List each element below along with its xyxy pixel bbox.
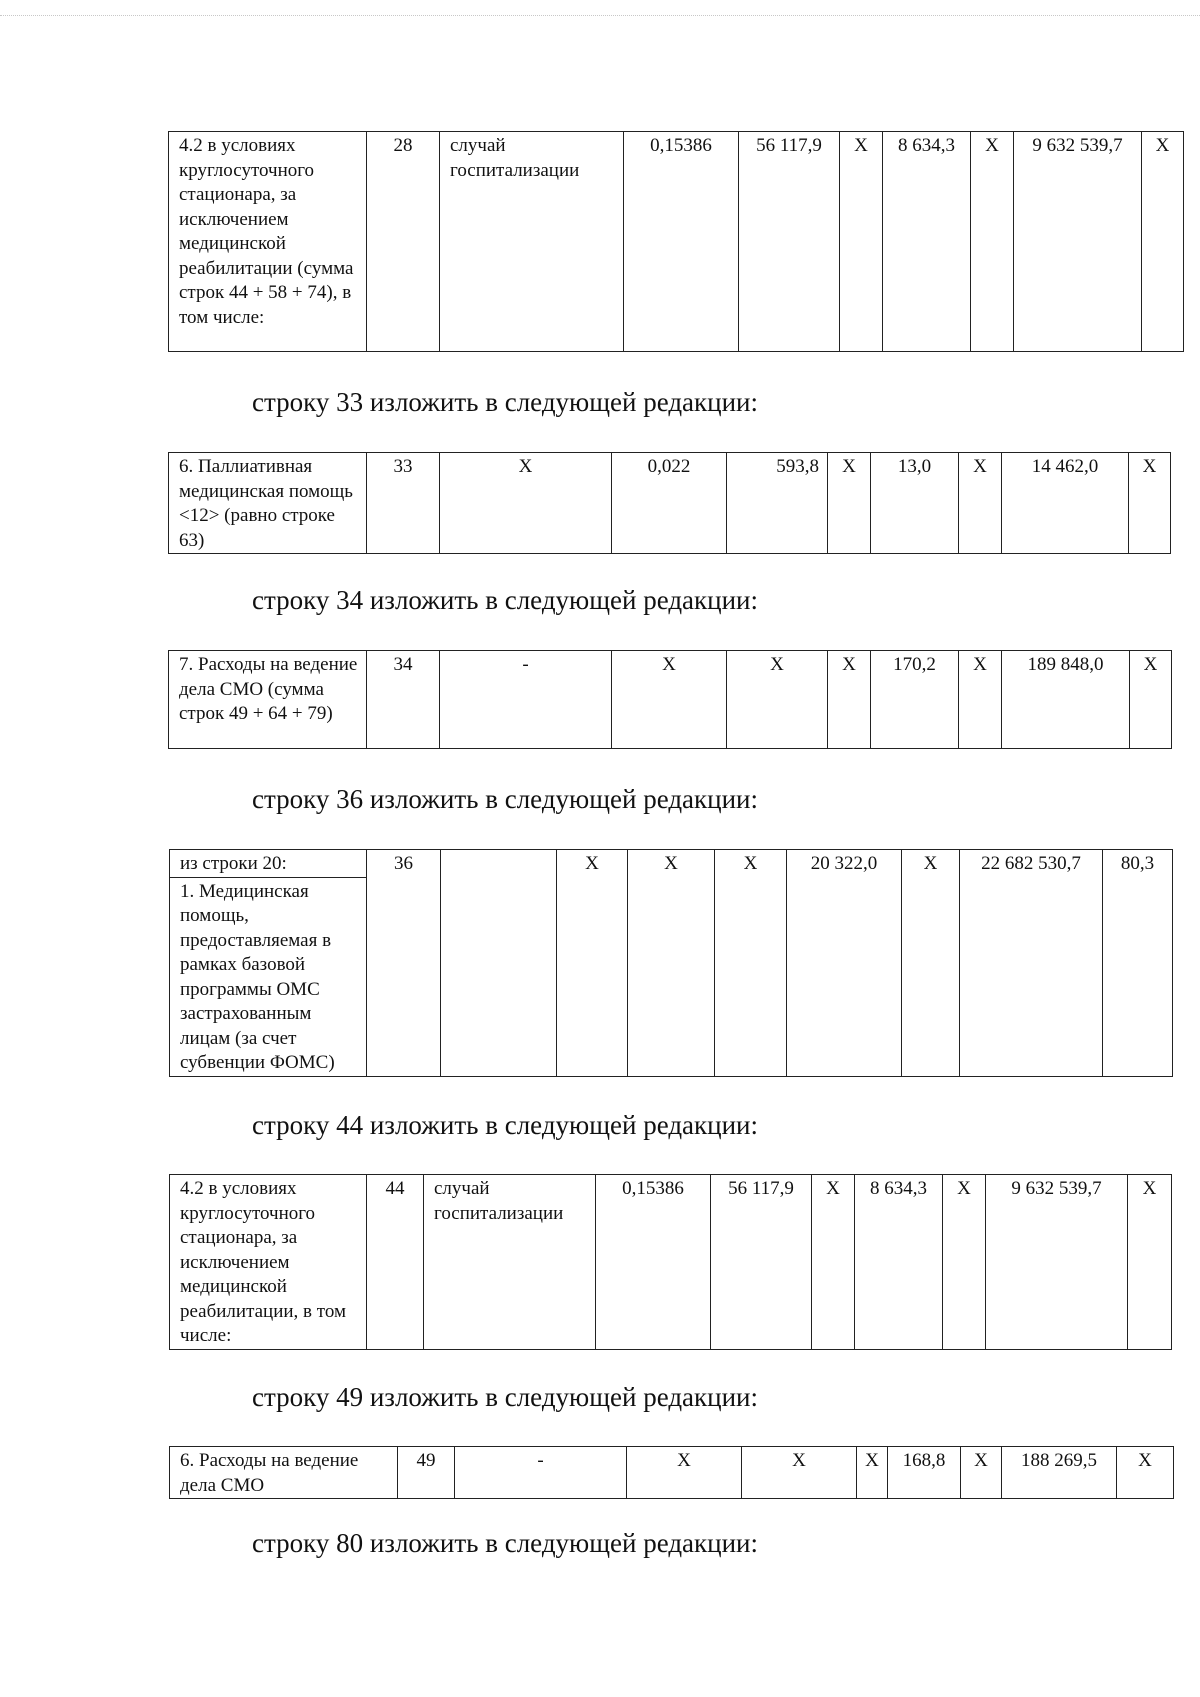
value-cell: X bbox=[627, 1447, 742, 1499]
row-number-cell: 49 bbox=[398, 1447, 455, 1499]
value-cell: X bbox=[959, 453, 1002, 554]
value-cell: 188 269,5 bbox=[1002, 1447, 1117, 1499]
value-cell: 0,15386 bbox=[596, 1175, 711, 1350]
table-row-34 bbox=[168, 650, 1172, 749]
unit-cell: случай госпитализации bbox=[440, 132, 624, 352]
row-number-cell: 33 bbox=[367, 453, 440, 554]
instruction-row-34: строку 34 изложить в следующей редакции: bbox=[252, 585, 759, 615]
row-name-cell: 7. Расходы на ведение дела СМО (сумма строк 49 + 64 + 79) bbox=[169, 651, 367, 749]
value-cell: 168,8 bbox=[888, 1447, 961, 1499]
row-number-cell: 34 bbox=[367, 651, 440, 749]
row-name-cell: 6. Расходы на ведение дела СМО bbox=[170, 1447, 398, 1499]
value-cell: X bbox=[812, 1175, 855, 1350]
row-name-cell: 4.2 в условиях круглосуточного стационара, за исключением медицинской реабилитации, в том числе: bbox=[170, 1175, 367, 1350]
table-row-44 bbox=[169, 1174, 1172, 1350]
value-cell: X bbox=[1117, 1447, 1174, 1499]
value-cell: X bbox=[742, 1447, 857, 1499]
value-cell: X bbox=[902, 850, 960, 1077]
row-name-header-cell: из строки 20: bbox=[170, 850, 367, 878]
value-cell: 9 632 539,7 bbox=[1014, 132, 1142, 352]
value-cell: X bbox=[1128, 1175, 1172, 1350]
value-cell: 80,3 bbox=[1103, 850, 1173, 1077]
row-number-cell: 44 bbox=[367, 1175, 424, 1350]
value-cell: 170,2 bbox=[871, 651, 959, 749]
value-cell: X bbox=[959, 651, 1002, 749]
value-cell: 8 634,3 bbox=[883, 132, 971, 352]
unit-cell: - bbox=[440, 651, 612, 749]
value-cell: 56 117,9 bbox=[739, 132, 840, 352]
table-row-49 bbox=[169, 1446, 1174, 1499]
value-cell: 22 682 530,7 bbox=[960, 850, 1103, 1077]
value-cell: X bbox=[1142, 132, 1184, 352]
value-cell: 189 848,0 bbox=[1002, 651, 1130, 749]
value-cell: 14 462,0 bbox=[1002, 453, 1129, 554]
row-name-cell: 1. Медицинская помощь, предоставляемая в рамках базовой программы ОМС застрахованным лицам (за счет субвенции ФОМС) bbox=[170, 877, 367, 1076]
value-cell: 9 632 539,7 bbox=[986, 1175, 1128, 1350]
table-row-36 bbox=[169, 849, 1173, 1077]
value-cell: X bbox=[943, 1175, 986, 1350]
instruction-row-33: строку 33 изложить в следующей редакции: bbox=[252, 387, 759, 417]
value-cell: X bbox=[1129, 453, 1171, 554]
value-cell: X bbox=[961, 1447, 1002, 1499]
unit-cell bbox=[441, 850, 557, 1077]
value-cell: 0,15386 bbox=[624, 132, 739, 352]
value-cell: 20 322,0 bbox=[787, 850, 902, 1077]
value-cell: X bbox=[628, 850, 715, 1077]
instruction-row-36: строку 36 изложить в следующей редакции: bbox=[252, 784, 759, 814]
value-cell: X bbox=[612, 651, 727, 749]
value-cell: X bbox=[828, 453, 871, 554]
row-name-cell: 4.2 в условиях круглосуточного стационара, за исключением медицинской реабилитации (сумма строк 44 + 58 + 74), в том числе: bbox=[169, 132, 367, 352]
value-cell: 56 117,9 bbox=[711, 1175, 812, 1350]
value-cell: X bbox=[1130, 651, 1172, 749]
value-cell: X bbox=[727, 651, 828, 749]
value-cell: X bbox=[840, 132, 883, 352]
value-cell: 8 634,3 bbox=[855, 1175, 943, 1350]
page-top-border bbox=[0, 15, 1200, 16]
table-row-28 bbox=[168, 131, 1184, 352]
unit-cell: X bbox=[440, 453, 612, 554]
value-cell: X bbox=[557, 850, 628, 1077]
instruction-row-44: строку 44 изложить в следующей редакции: bbox=[252, 1110, 759, 1140]
row-name-cell: 6. Паллиативная медицинская помощь <12> (равно строке 63) bbox=[169, 453, 367, 554]
value-cell: 593,8 bbox=[727, 453, 828, 554]
value-cell: X bbox=[971, 132, 1014, 352]
unit-cell: - bbox=[455, 1447, 627, 1499]
instruction-row-80: строку 80 изложить в следующей редакции: bbox=[252, 1528, 759, 1558]
value-cell: X bbox=[715, 850, 787, 1077]
row-number-cell: 28 bbox=[367, 132, 440, 352]
instruction-row-49: строку 49 изложить в следующей редакции: bbox=[252, 1382, 759, 1412]
table-row-33 bbox=[168, 452, 1171, 554]
value-cell: 0,022 bbox=[612, 453, 727, 554]
unit-cell: случай госпитализации bbox=[424, 1175, 596, 1350]
value-cell: X bbox=[857, 1447, 888, 1499]
row-number-cell: 36 bbox=[367, 850, 441, 1077]
value-cell: X bbox=[828, 651, 871, 749]
value-cell: 13,0 bbox=[871, 453, 959, 554]
